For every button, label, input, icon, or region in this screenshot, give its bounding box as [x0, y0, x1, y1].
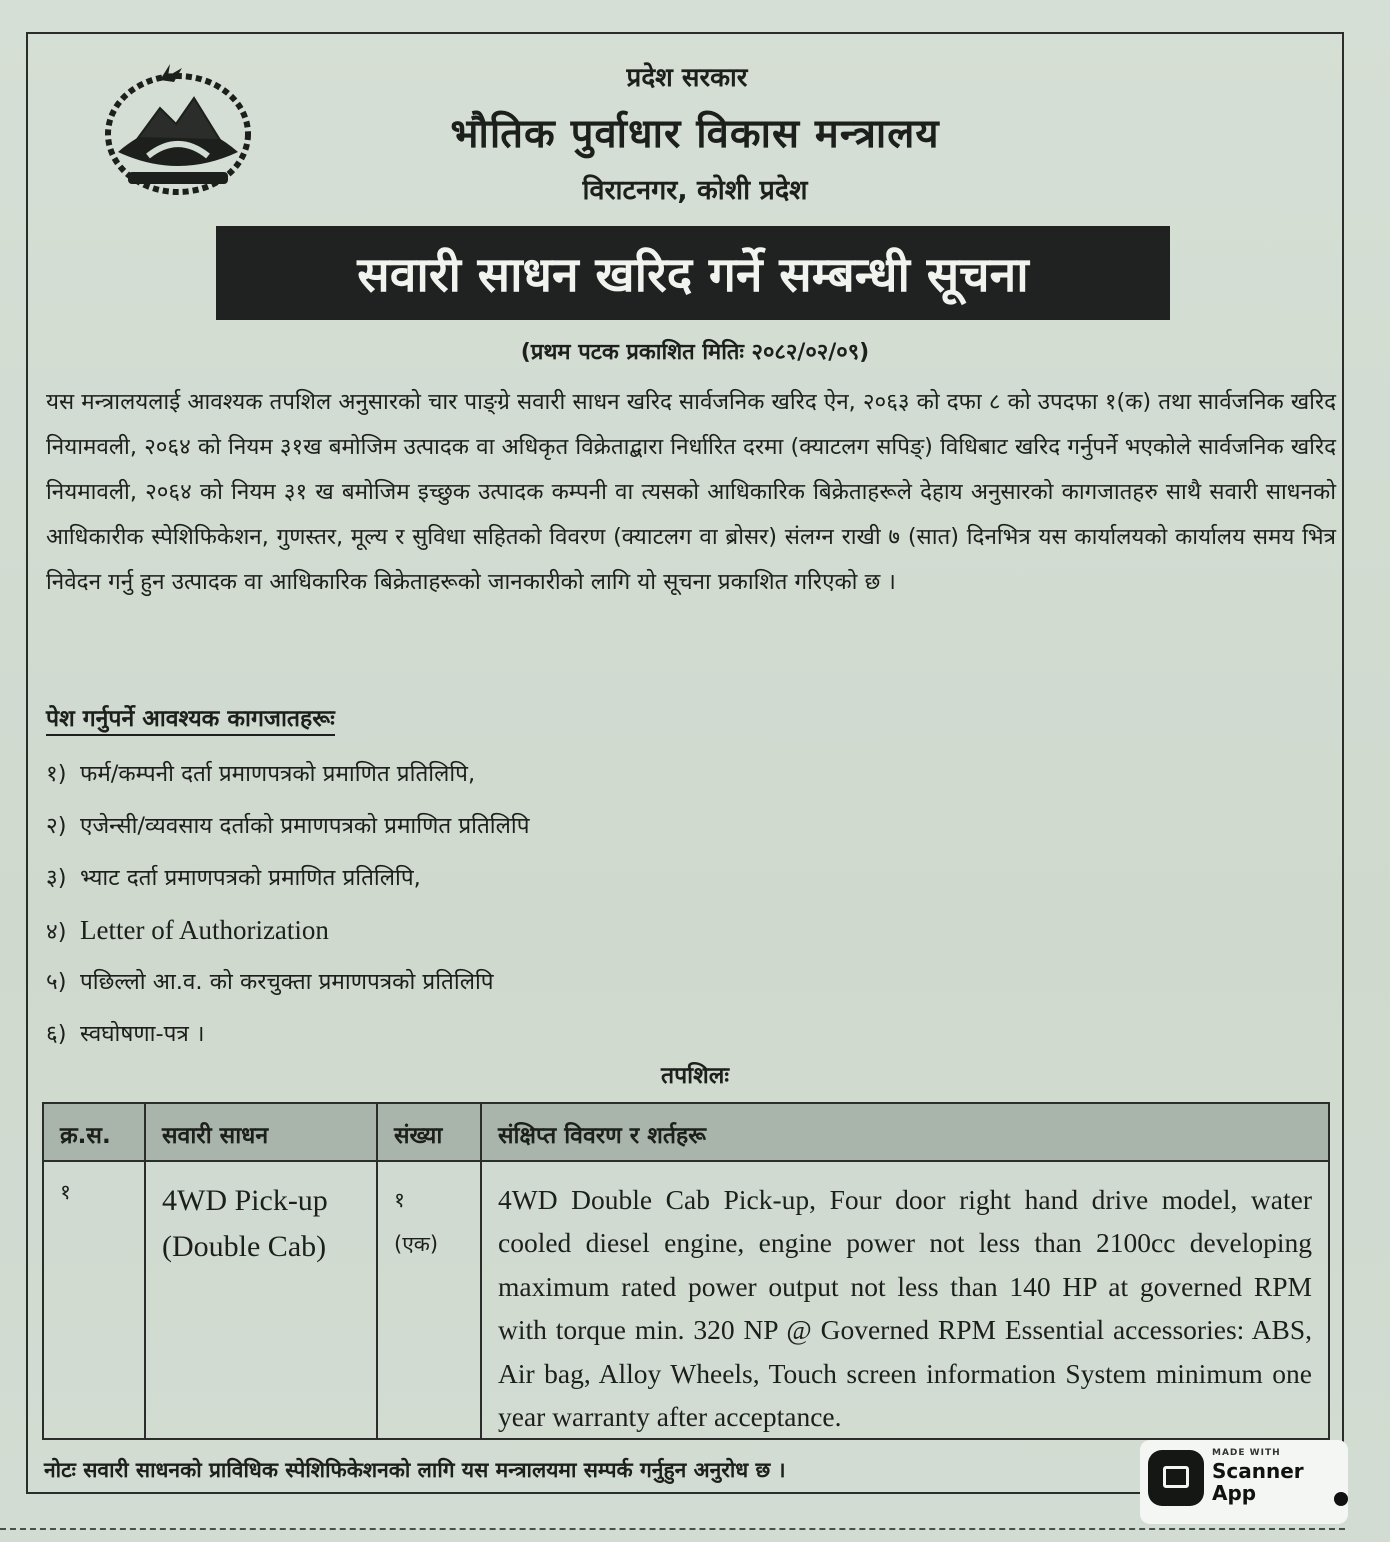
table-header-row	[43, 1103, 1329, 1161]
list-item-text: स्वघोषणा-पत्र ।	[80, 1021, 205, 1047]
list-item-text: भ्याट दर्ता प्रमाणपत्रको प्रमाणित प्रतिलिपि,	[80, 865, 421, 891]
list-item	[46, 1008, 946, 1060]
list-item	[46, 956, 946, 1008]
column-header-description: संक्षिप्त विवरण र शर्तहरू	[481, 1103, 1329, 1161]
schedule-heading: तपशिलः	[660, 1063, 729, 1089]
list-item	[46, 800, 946, 852]
notice-title: सवारी साधन खरिद गर्ने सम्बन्धी सूचना	[357, 246, 1029, 303]
required-documents-heading: पेश गर्नुपर्ने आवश्यक कागजातहरूः	[46, 704, 335, 736]
publication-date: (प्रथम पटक प्रकाशित मितिः २०८२/०२/०९)	[520, 340, 870, 365]
list-item	[46, 852, 946, 904]
quantity-words: (एक)	[394, 1232, 439, 1256]
government-label: प्रदेश सरकार	[626, 63, 748, 93]
cell-description: 4WD Double Cab Pick-up, Four door right hand drive model, water cooled diesel engine, engine power not less than 2100cc developing maximum rated power output not less than 140 HP at governed RPM with torque min. 320 NP @ Governed RPM Essential accessories: ABS, Air bag, Alloy Wheels, Touch screen information System minimum one year warranty after acceptance.	[481, 1161, 1329, 1439]
cell-quantity	[377, 1161, 481, 1439]
list-item-text: एजेन्सी/व्यवसाय दर्ताको प्रमाणपत्रको प्रमाणित प्रतिलिपि	[80, 813, 530, 839]
vehicle-schedule-table	[42, 1102, 1330, 1440]
watermark-made-with: MADE WITH	[1212, 1448, 1281, 1458]
list-item-text: फर्म/कम्पनी दर्ता प्रमाणपत्रको प्रमाणित प्रतिलिपि,	[80, 761, 476, 787]
column-header-quantity: संख्या	[377, 1103, 481, 1161]
column-header-serial: क्र.स.	[43, 1103, 145, 1161]
notice-title-banner	[216, 226, 1170, 320]
list-item-number: १)	[46, 761, 67, 787]
apple-logo-icon	[1334, 1492, 1348, 1506]
watermark-line1: Scanner	[1212, 1459, 1304, 1483]
list-item	[46, 904, 946, 956]
ministry-location: विराटनगर, कोशी प्रदेश	[582, 175, 808, 206]
footer-note: नोटः सवारी साधनको प्राविधिक स्पेशिफिकेशनको लागि यस मन्त्रालयमा सम्पर्क गर्नुहुन अनुरोध छ ।	[44, 1458, 786, 1482]
cell-vehicle	[145, 1161, 377, 1439]
list-item-text: पछिल्लो आ.व. को करचुक्ता प्रमाणपत्रको प्रतिलिपि	[80, 969, 494, 995]
list-item-number: २)	[46, 813, 67, 839]
vehicle-variant: (Double Cab)	[162, 1230, 327, 1263]
ministry-name: भौतिक पुर्वाधार विकास मन्त्रालय	[450, 111, 940, 157]
list-item-number: ६)	[46, 1021, 67, 1047]
quantity-number: १	[394, 1188, 405, 1212]
watermark-app-name	[1212, 1460, 1304, 1504]
scanner-app-icon	[1148, 1450, 1204, 1506]
required-documents-list	[46, 748, 946, 1060]
scanner-app-watermark	[1140, 1440, 1348, 1524]
column-header-vehicle: सवारी साधन	[145, 1103, 377, 1161]
list-item-number: ३)	[46, 865, 67, 891]
list-item-number: ४)	[46, 919, 67, 945]
list-item-text: Letter of Authorization	[80, 915, 329, 945]
table-row	[43, 1161, 1329, 1439]
list-item	[46, 748, 946, 800]
notice-body-paragraph: यस मन्त्रालयलाई आवश्यक तपशिल अनुसारको चार पाङ्ग्रे सवारी साधन खरिद सार्वजनिक खरिद ऐन, २०६३ को दफा ८ को उपदफा १(क) तथा सार्वजनिक खरिद नियामवली, २०६४ को नियम ३१ख बमोजिम उत्पादक वा अधिकृत विक्रेताद्बारा निर्धारित दरमा (क्याटलग सपिङ्) विधिबाट खरिद गर्नुपर्ने भएकोले सार्वजनिक खरिद नियमावली, २०६४ को नियम ३१ ख बमोजिम इच्छुक उत्पादक कम्पनी वा त्यसको आधिकारिक बिक्रेताहरूले देहाय अनुसारको कागजातहरु साथै सवारी साधनको आधिकारीक स्पेशिफिकेशन, गुणस्तर, मूल्य र सुविधा सहितको विवरण (क्याटलग वा ब्रोसर) संलग्न राखी ७ (सात) दिनभित्र यस कार्यालयको कार्यालय समय भित्र निवेदन गर्नु हुन उत्पादक वा आधिकारिक बिक्रेताहरूको जानकारीको लागि यो सूचना प्रकाशित गरिएको छ ।	[46, 389, 1337, 595]
vehicle-name: 4WD Pick-up	[162, 1184, 328, 1217]
list-item-number: ५)	[46, 969, 67, 995]
page-bottom-divider	[0, 1528, 1345, 1530]
cell-serial: १	[43, 1161, 145, 1439]
watermark-line2: App	[1212, 1481, 1257, 1505]
